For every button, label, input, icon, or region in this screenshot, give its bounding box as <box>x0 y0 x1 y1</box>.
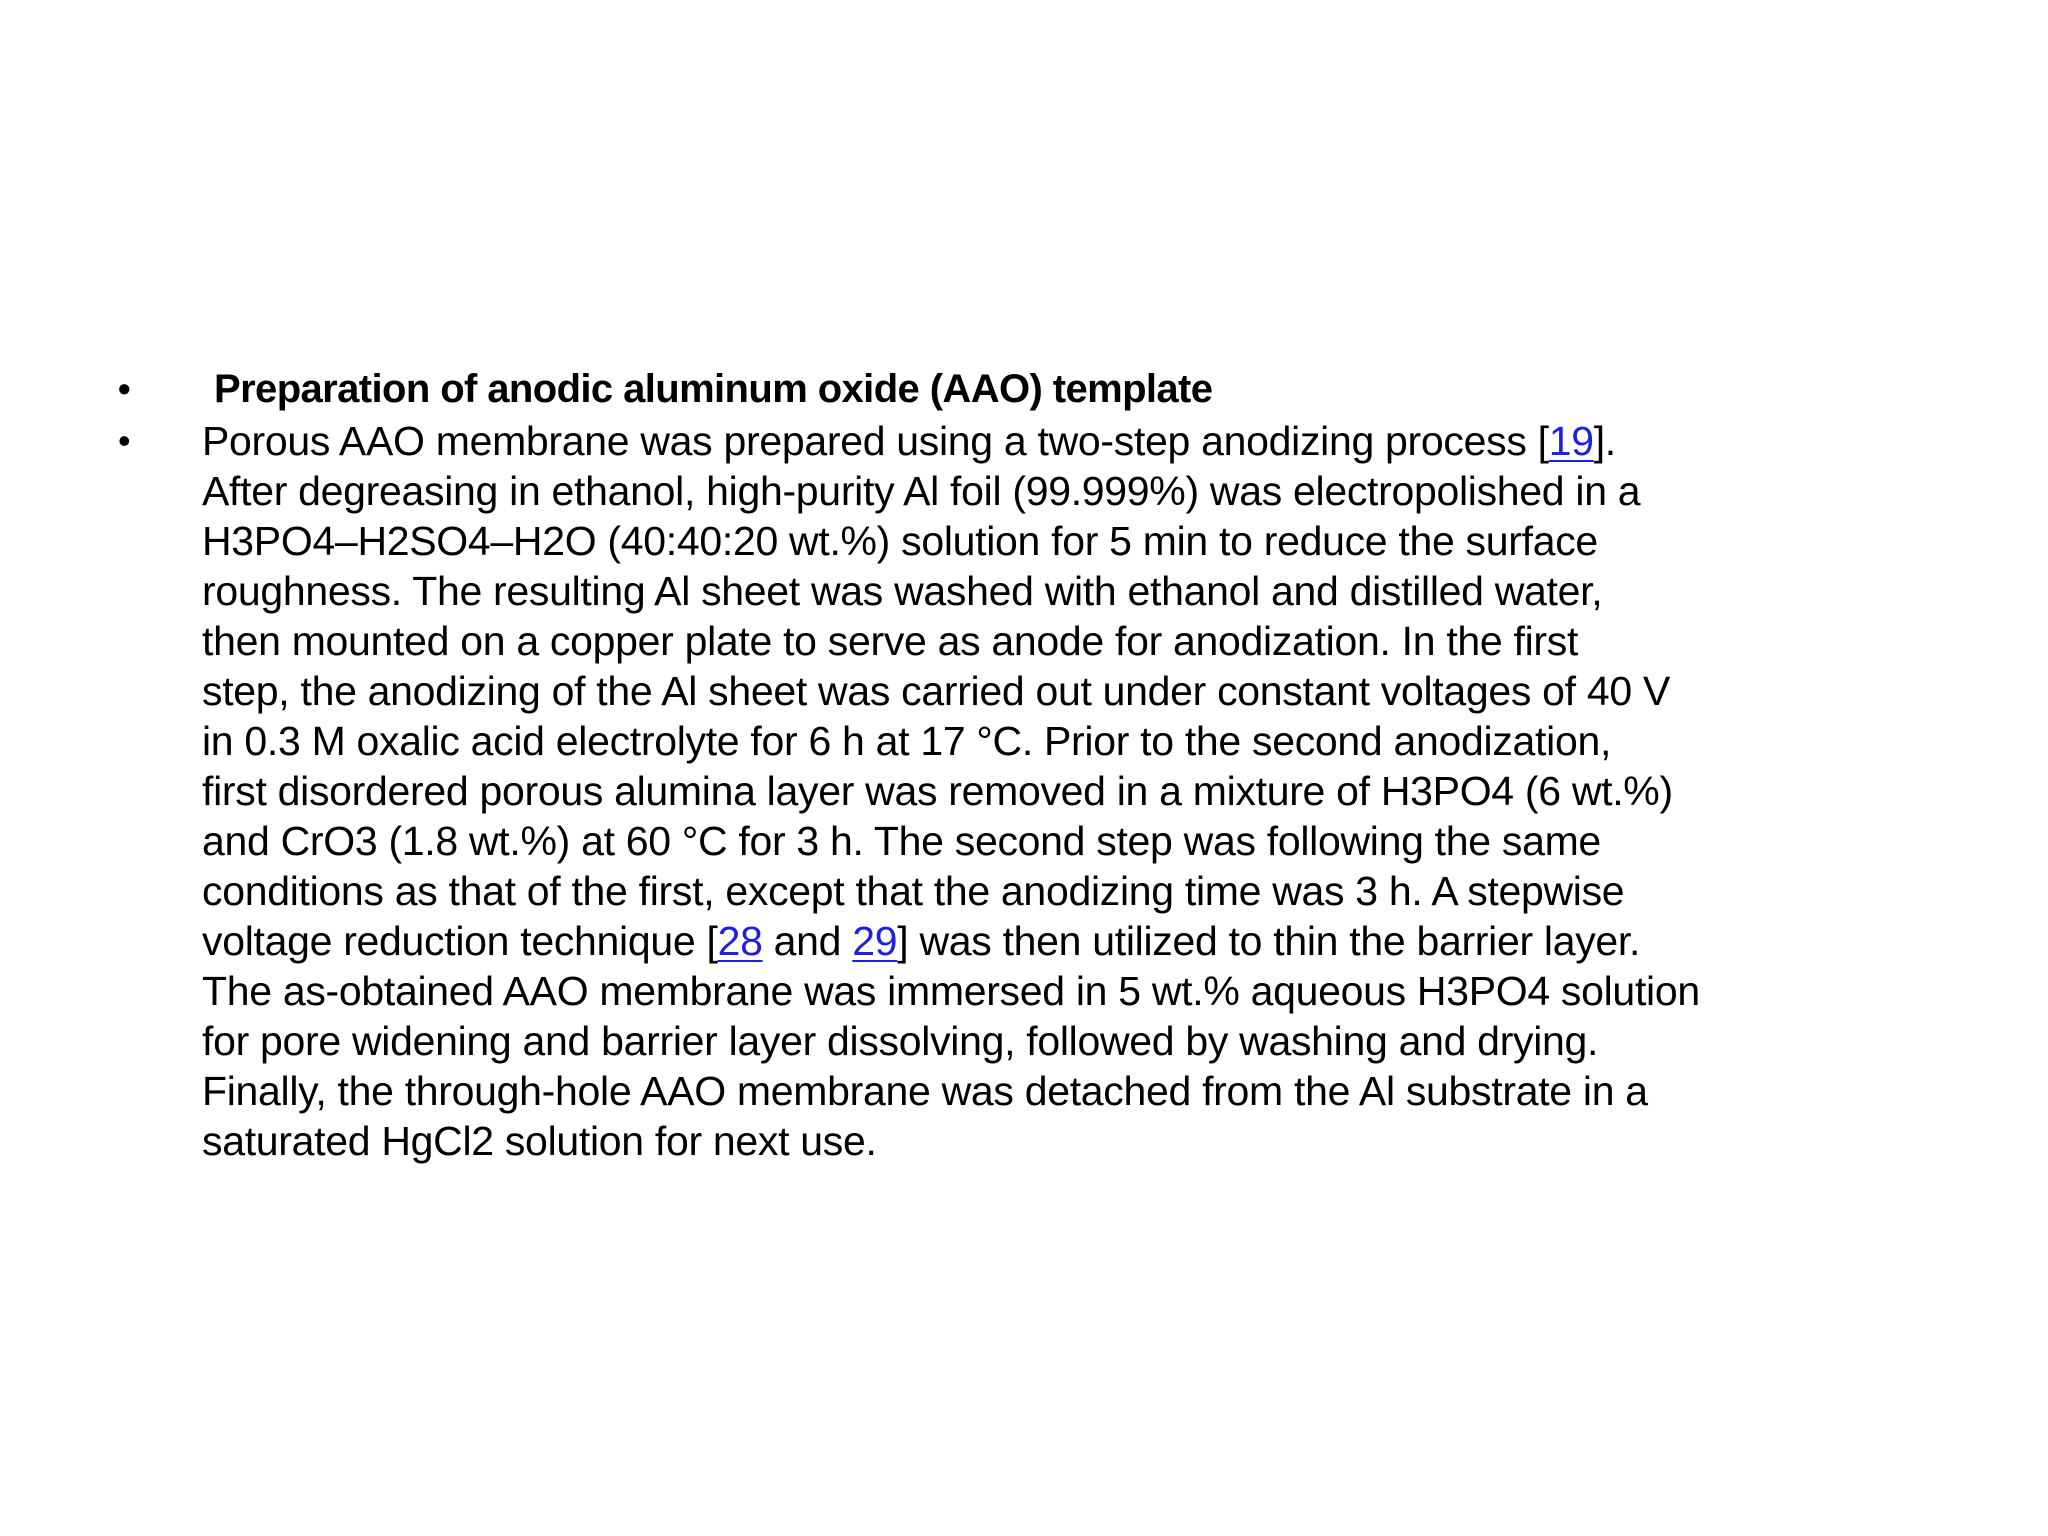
bullet-dot-icon: • <box>118 368 131 409</box>
bullet-dot-icon: • <box>118 420 131 461</box>
body-line-11 <box>202 916 1978 966</box>
body-text: ]. <box>1593 418 1616 464</box>
body-line-1 <box>202 416 1978 466</box>
reference-link-19[interactable]: 19 <box>1548 418 1594 464</box>
slide-heading: Preparation of anodic aluminum oxide (AAO) template <box>214 367 1213 411</box>
body-text: voltage reduction technique [ <box>202 918 718 964</box>
body-line-5: then mounted on a copper plate to serve as anode for anodization. In the first <box>202 618 1579 664</box>
body-line-12: The as-obtained AAO membrane was immersed in 5 wt.% aqueous H3PO4 solution <box>202 968 1700 1014</box>
reference-link-28[interactable]: 28 <box>717 918 763 964</box>
body-bullet <box>118 416 1978 1166</box>
body-line-6: step, the anodizing of the Al sheet was carried out under constant voltages of 40 V <box>202 668 1670 714</box>
body-text: ] was then utilized to thin the barrier layer. <box>897 918 1641 964</box>
body-line-9: and CrO3 (1.8 wt.%) at 60 °C for 3 h. The second step was following the same <box>202 818 1601 864</box>
body-text: and <box>762 918 853 964</box>
body-line-10: conditions as that of the first, except that the anodizing time was 3 h. A stepwise <box>202 868 1625 914</box>
bullet-list <box>118 362 1978 1166</box>
body-line-15: saturated HgCl2 solution for next use. <box>202 1118 877 1164</box>
body-line-3: H3PO4–H2SO4–H2O (40:40:20 wt.%) solution for 5 min to reduce the surface <box>202 518 1598 564</box>
body-line-13: for pore widening and barrier layer dissolving, followed by washing and drying. <box>202 1018 1599 1064</box>
reference-link-29[interactable]: 29 <box>852 918 898 964</box>
body-line-14: Finally, the through-hole AAO membrane was detached from the Al substrate in a <box>202 1068 1648 1114</box>
body-text: Porous AAO membrane was prepared using a two-step anodizing process [ <box>202 418 1549 464</box>
body-line-2: After degreasing in ethanol, high-purity Al foil (99.999%) was electropolished in a <box>202 468 1641 514</box>
body-line-7: in 0.3 M oxalic acid electrolyte for 6 h at 17 °C. Prior to the second anodization, <box>202 718 1612 764</box>
heading-bullet <box>118 362 1978 416</box>
body-line-8: first disordered porous alumina layer was removed in a mixture of H3PO4 (6 wt.%) <box>202 768 1673 814</box>
body-line-4: roughness. The resulting Al sheet was washed with ethanol and distilled water, <box>202 568 1603 614</box>
body-paragraph <box>202 416 1978 1166</box>
